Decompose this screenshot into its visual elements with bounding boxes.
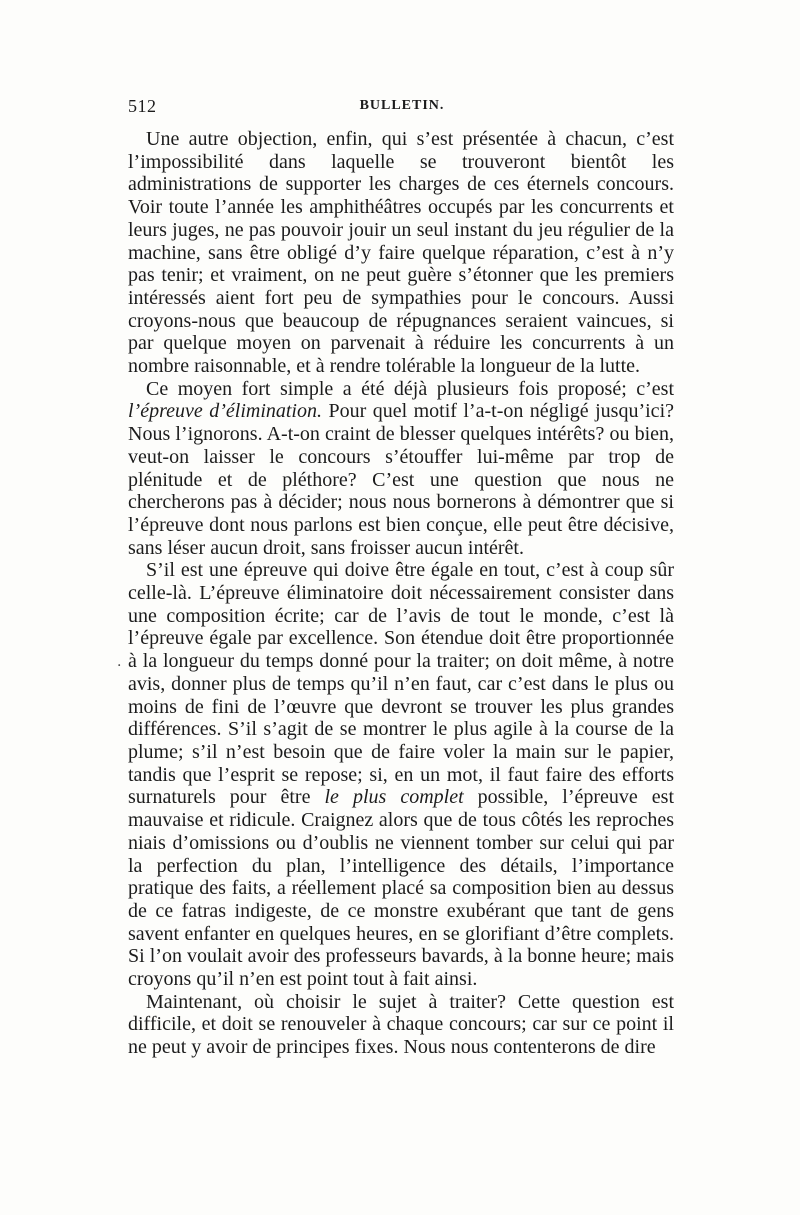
paragraph-1: Une autre objection, enfin, qui s’est présentée à chacun, c’est l’impossibilité dans laquelle se trouveront bientôt les administrations de supporter les charges de ces éternels concours. Voir toute l’année les amphithéâtres occupés par les concurrents et leurs juges, ne pas pouvoir jouir un seul instant du jeu régulier de la machine, sans être obligé d’y faire quelque réparation, c’est à n’y pas tenir; et vraiment, on ne peut guère s’étonner que les premiers intéressés aient fort peu de sympathies pour le concours. Aussi croyons-nous que beaucoup de répugnances seraient vaincues, si par quelque moyen on parvenait à réduire les concurrents à un nombre raisonnable, et à rendre tolérable la longueur de la lutte. [128,128,674,378]
page-number: 512 [128,96,157,116]
paragraph-3 [128,559,674,990]
paragraph-2-italic: l’épreuve d’élimination. [128,400,322,423]
paragraph-4: Maintenant, où choisir le sujet à traiter? Cette question est difficile, et doit se renouveler à chaque concours; car sur ce point il ne peut y avoir de principes fixes. Nous nous contenterons de dire [128,990,674,1059]
margin-mark: · [117,658,122,674]
running-head: BULLETIN. [359,98,445,113]
paragraph-2-end: Pour quel motif l’a-t-on négligé jusqu’ici? Nous l’ignorons. A-t-on craint de blesser quelques intérêts? ou bien, veut-on laisser le concours s’étouffer lui-même par trop de plénitude et de pléthore? C’est une question que nous ne chercherons pas à décider; nous nous bornerons à démontrer que si l’épreuve dont nous parlons est bien conçue, elle peut être décisive, sans léser aucun droit, sans froisser aucun intérêt. [128,400,674,559]
paragraph-2 [128,378,674,560]
page-header [128,96,676,120]
paragraph-2-start: Ce moyen fort simple a été déjà plusieurs fois proposé; c’est [146,377,674,400]
paragraph-3-italic: le plus complet [324,786,464,809]
paragraph-3-end: possible, l’épreuve est mauvaise et ridicule. Craignez alors que de tous côtés les reproches niais d’omissions ou d’oublis ne viennent tomber sur celui qui par la perfection du plan, l’intelligence des détails, l’importance pratique des faits, a réellement placé sa composition bien au dessus de ce fatras indigeste, de ce monstre exubérant que tant de gens savent enfanter en quelques heures, en se glorifiant d’être complets. Si l’on voulait avoir des professeurs bavards, à la bonne heure; mais croyons qu’il n’en est point tout à fait ainsi. [128,786,675,991]
paragraph-3-start: S’il est une épreuve qui doive être égale en tout, c’est à coup sûr celle-là. L’épreuve éliminatoire doit nécessairement consister dans une composition écrite; car de l’avis de tout le monde, c’est là l’épreuve égale par excellence. Son étendue doit être proportionnée à la longueur du temps donné pour la traiter; on doit même, à notre avis, donner plus de temps qu’il n’en faut, car c’est dans le plus ou moins de fini de l’œuvre que devront se trouver les plus grandes différences. S’il s’agit de se montrer le plus agile à la course de la plume; s’il n’est besoin que de faire voler la main sur le papier, tandis que l’esprit se repose; si, en un mot, il faut faire des efforts surnaturels pour être [128,559,674,809]
body-text [128,128,674,1059]
